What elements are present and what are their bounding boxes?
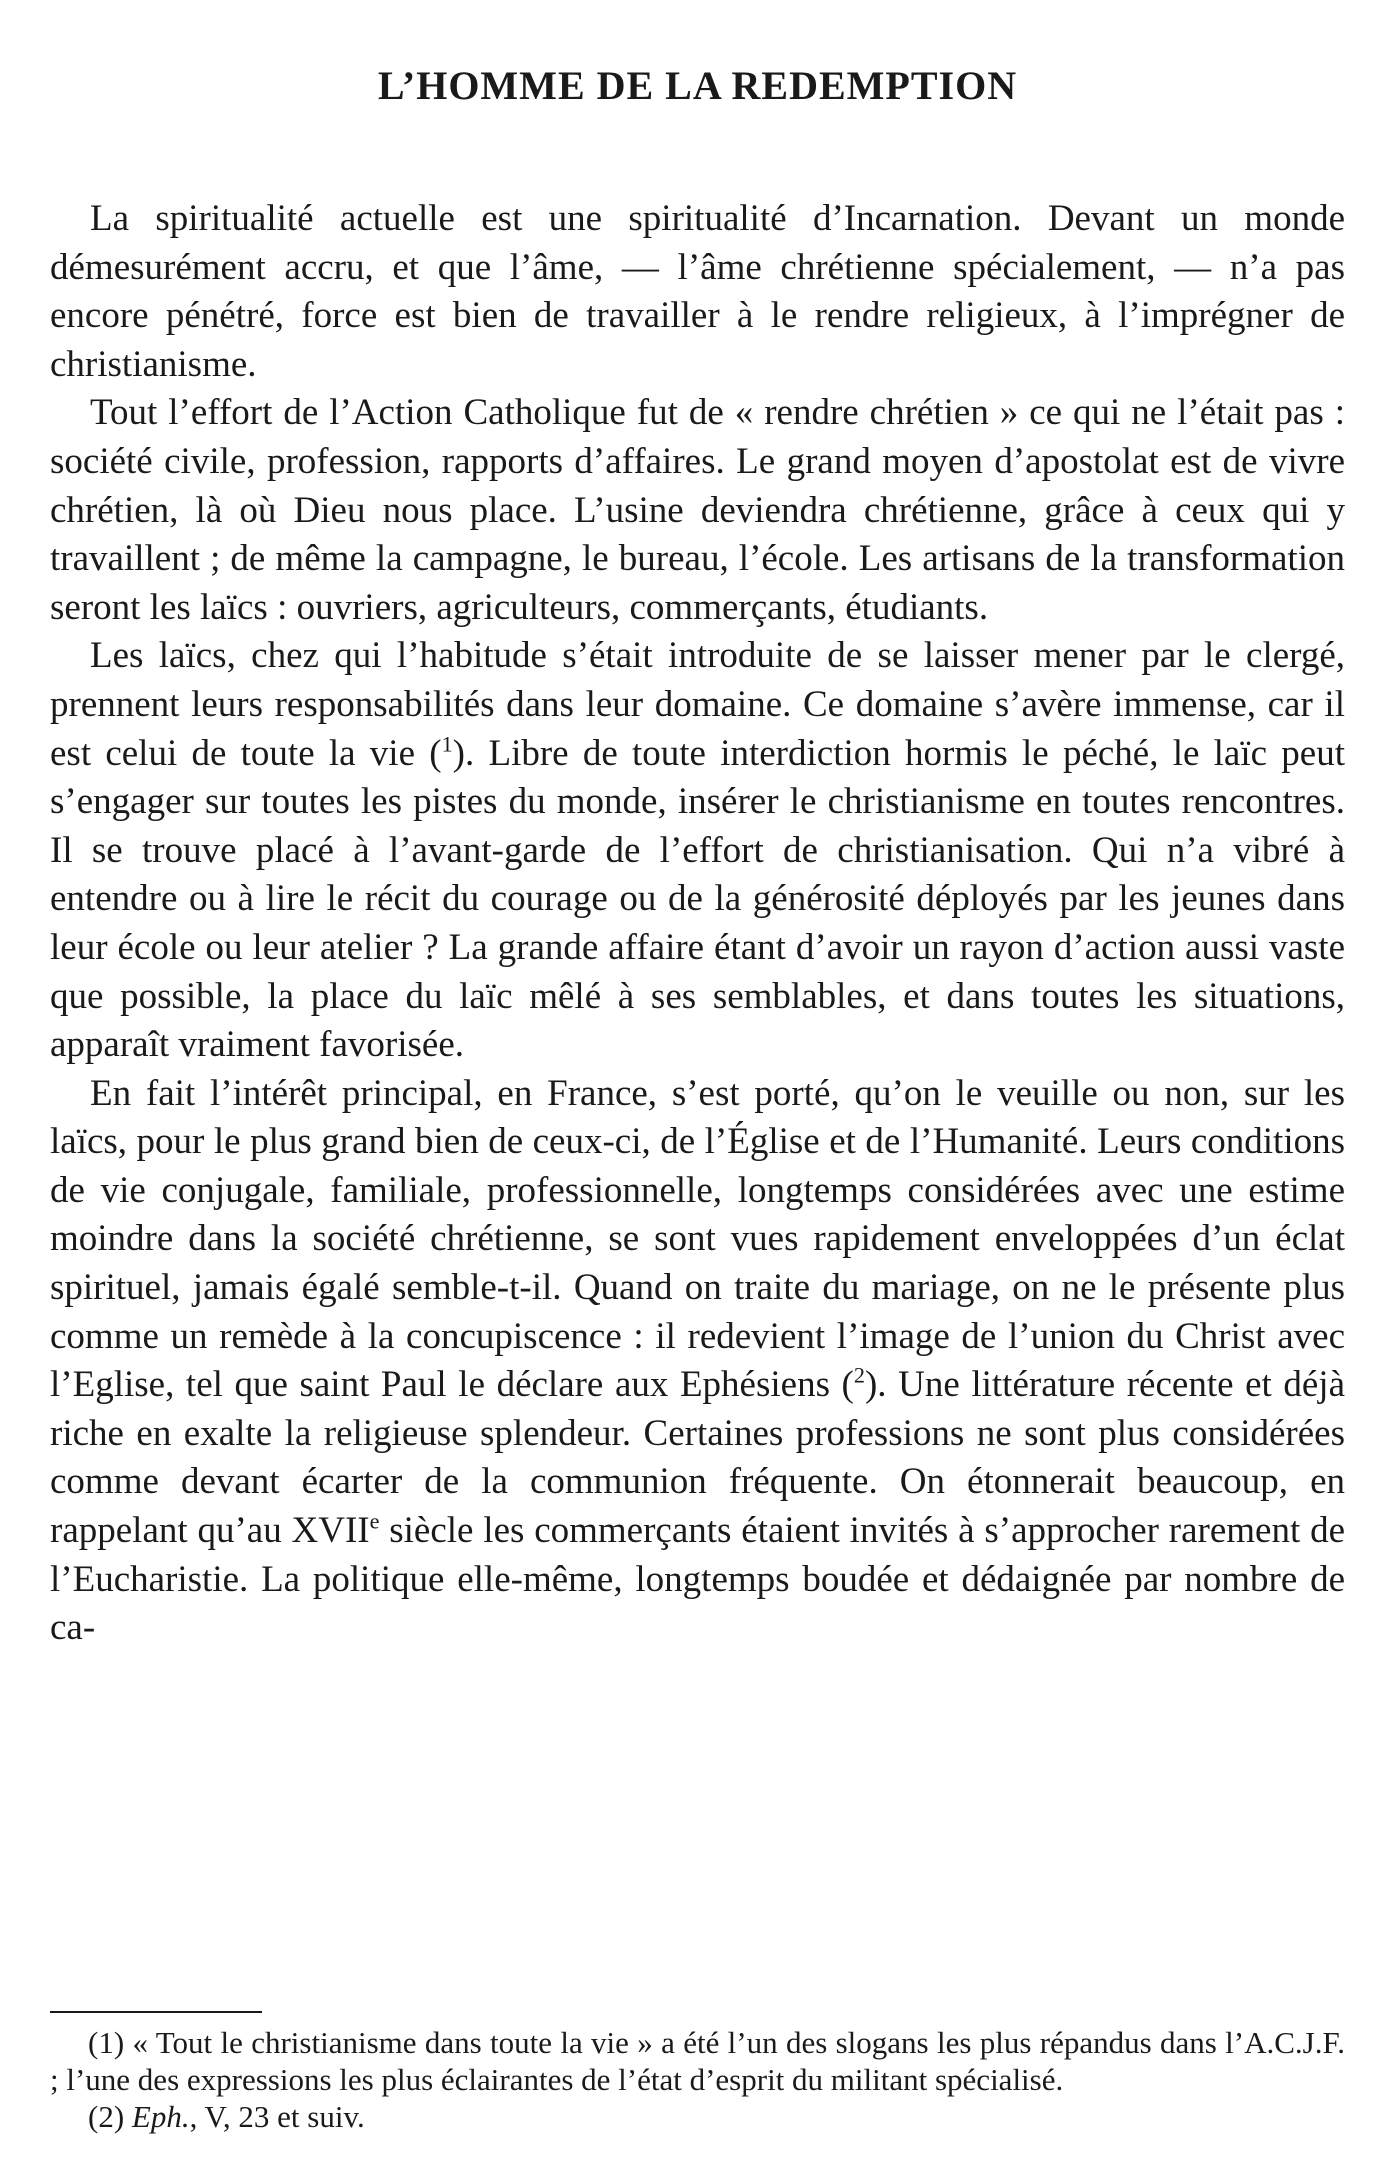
paragraph-4-text-a: En fait l’intérêt principal, en France, s’est porté, qu’on le veuille ou non, sur les laïcs, pour le plus grand bien de ceux-ci, de l’Église et de l’Humanité. Leurs conditions de vie conjugale, familiale, professionnelle, longtemps considérées avec une estime moindre dans la société chrétienne, se sont vues rapidement enveloppées d’un éclat spirituel, jamais égalé semble-t-il. Quand on traite du mariage, on ne le présente plus comme un remède à la concupiscence : il redevient l’image de l’union du Christ avec l’Eglise, tel que saint Paul le déclare aux Ephésiens ( — [50, 1072, 1345, 1406]
body-text — [50, 195, 1345, 1653]
paragraph-3 — [50, 632, 1345, 1069]
footnotes — [50, 2024, 1345, 2135]
paragraph-4 — [50, 1070, 1345, 1653]
paragraph-3-text-b: ). Libre de toute interdiction hormis le péché, le laïc peut s’engager sur toutes les pistes du monde, insérer le christianisme en toutes rencontres. Il se trouve placé à l’avant-garde de l’effort de christianisation. Qui n’a vibré à entendre ou à lire le récit du courage ou de la générosité déployés par les jeunes dans leur école ou leur atelier ? La grande affaire étant d’avoir un rayon d’action aussi vaste que possible, la place du laïc mêlé à ses semblables, et dans toutes les situations, apparaît vraiment favorisée. — [50, 732, 1345, 1066]
paragraph-3-text-a: Les laïcs, chez qui l’habitude s’était introduite de se laisser mener par le clergé, prennent leurs responsabilités dans leur domaine. Ce domaine s’avère immense, car il est celui de toute la vie ( — [50, 635, 1345, 774]
paragraph-4-text-b: ). Une littérature récente et déjà riche en exalte la religieuse splendeur. Certaines professions ne sont plus considérées comme devant écarter de la communion fréquente. On étonnerait beaucoup, en rappelant qu’au XVII — [50, 1364, 1345, 1552]
paragraph-1: La spiritualité actuelle est une spiritualité d’Incarnation. Devant un monde démesurément accru, et que l’âme, — l’âme chrétienne spécialement, — n’a pas encore pénétré, force est bien de travailler à le rendre religieux, à l’imprégner de christianisme. — [50, 198, 1345, 385]
footnote-mark-2: 2 — [853, 1362, 865, 1388]
footnote-1: (1) « Tout le christianisme dans toute la vie » a été l’un des slogans les plus répandus dans l’A.C.J.F. ; l’une des expressions les plus éclairantes de l’état d’esprit du militant spécialisé. — [50, 2025, 1345, 2097]
footnote-separator — [50, 2011, 262, 2013]
paragraph-4-text-c: siècle les commerçants étaient invités à s’approcher rarement de l’Eucharistie. La politique elle-même, longtemps boudée et dédaignée par nombre de ca- — [50, 1510, 1345, 1649]
footnote-2-label: (2) — [88, 2099, 132, 2134]
century-superscript: e — [369, 1508, 380, 1534]
footnote-2-reference: Eph. — [131, 2099, 190, 2134]
footnote-2-text: , V, 23 et suiv. — [189, 2099, 365, 2134]
footnote-2 — [50, 2098, 1345, 2135]
paragraph-2: Tout l’effort de l’Action Catholique fut de « rendre chrétien » ce qui ne l’était pas : société civile, profession, rapports d’affaires. Le grand moyen d’apostolat est de vivre chrétien, là où Dieu nous place. L’usine deviendra chrétienne, grâce à ceux qui y travaillent ; de même la campagne, le bureau, l’école. Les artisans de la transformation seront les laïcs : ouvriers, agriculteurs, commerçants, étudiants. — [50, 392, 1345, 628]
footnote-mark-1: 1 — [441, 731, 453, 757]
page-title: L’HOMME DE LA REDEMPTION — [377, 63, 1018, 108]
